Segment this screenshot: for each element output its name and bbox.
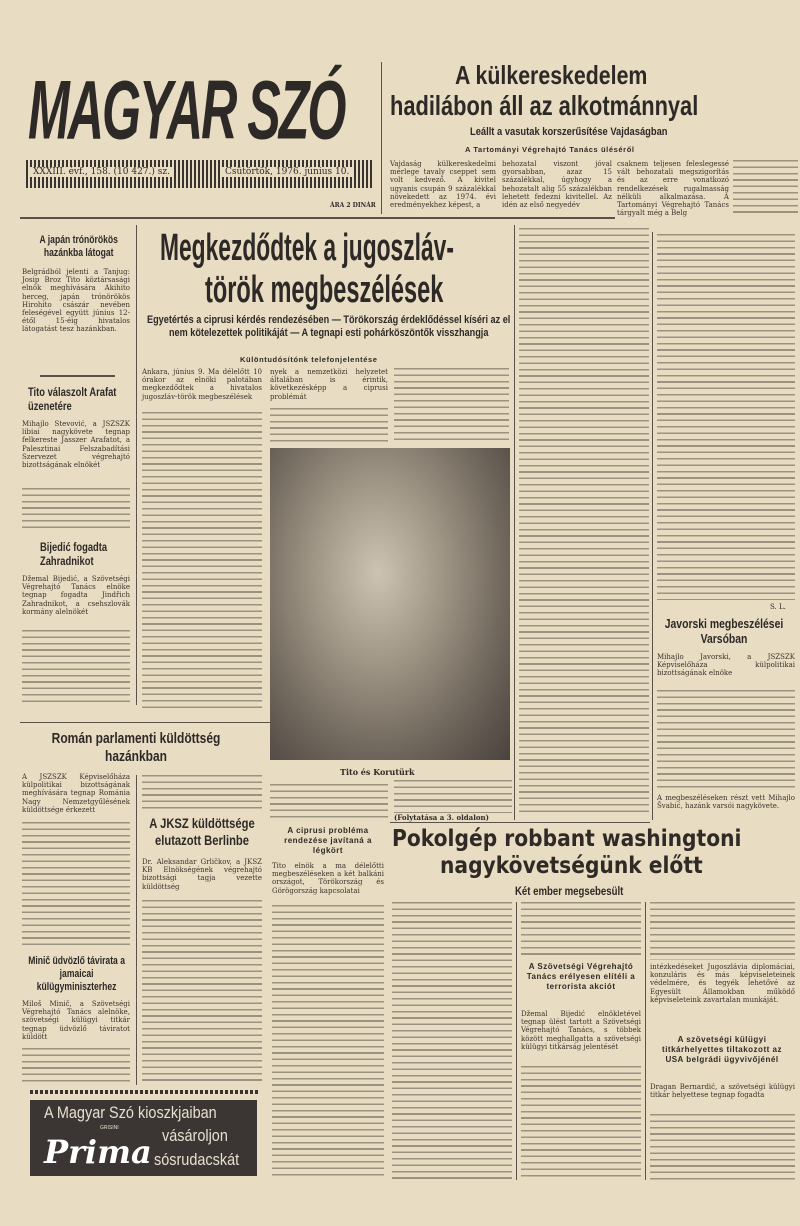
article-head-bijedic: Bijedić fogadta Zahradnikot (40, 540, 108, 568)
divider (20, 217, 615, 219)
bomb-subhead: Két ember megsebesült (515, 884, 624, 898)
divider (20, 722, 270, 723)
lead-kicker: A Tartományi Végrehajtó Tanács üléséről (465, 145, 635, 154)
article-body-japan: Belgrádból jelenti a Tanjug: Josip Broz Tito köztársasági elnök meghívására Akihito herceg, japán trónörökös Hirohito császár nevében feleségével együtt június 12-étől 15-éig hivatalos látogatást tesz hazánkban. (22, 268, 130, 334)
inset-headline: A ciprusi probléma rendezése javítaná a légkört (284, 826, 372, 855)
lead-body-col1: Vajdaság külkereskedelmi mérlege tavaly cseppet sem volt kedvező. A kivitel ugyanis csupán 9 százalékkal növekedett az 1974. évi eredményekhez képest, a (390, 160, 496, 210)
newspaper-logo: MAGYAR SZÓ (28, 63, 345, 158)
inset-body: Tito elnök a ma délelőtti megbeszéléseken a két balkáni országot, Törökország és Görögország kapcsolatai (272, 862, 384, 895)
ad-line-2: vásároljon (162, 1126, 228, 1145)
text-lines (22, 822, 130, 947)
text-lines (733, 160, 798, 214)
main-headline-2: török megbeszélések (205, 269, 444, 311)
text-lines (392, 902, 512, 1180)
text-lines (657, 690, 795, 790)
ad-line-3: sósrudacskát (154, 1150, 240, 1169)
box1-headline: A Szövetségi Végrehajtó Tanács erélyesen elítéli a terrorista akciót (526, 962, 636, 991)
article-head-minic: Minič üdvözlő távirata a jamaicai külügyminiszterhez (28, 955, 125, 993)
divider (514, 225, 515, 820)
box2-headline: A szövetségi külügyi titkárhelyettes tiltakozott az USA belgrádi ügyvivőjénél (662, 1035, 782, 1064)
article-head-javorski: Javorski megbeszélései Varsóban (664, 616, 784, 646)
article-head-japan: A japán trónörökös hazánkba látogat (39, 234, 118, 259)
main-body-col2: nyek a nemzetközi helyzetet általában is érintik, következésképp a ciprusi problémát (270, 368, 388, 401)
article-body-javorski: Mihajlo Javorski, a JSZSZK Képviselőháza külpolitikai bizottságának elnöke (657, 653, 795, 678)
photo-caption: Tito és Korutürk (340, 767, 415, 777)
divider (652, 232, 653, 820)
text-lines (521, 1066, 641, 1180)
text-lines (142, 412, 262, 712)
text-lines (394, 368, 509, 443)
continued-note: (Folytatása a 3. oldalon) (394, 813, 489, 822)
lead-body-col3: csaknem teljesen feleslegessé vált behozatali megszigorítás és az erre vonatkozó rendelkezések rugalmasság nélküli alkalmazása. A Tartományi Végrehajtó Tanács tárgyalt még a Belg (617, 160, 729, 218)
text-lines (142, 900, 262, 1083)
text-lines (519, 228, 649, 816)
text-lines (394, 780, 512, 813)
ad-brand-small: GRISINI (100, 1125, 119, 1131)
article-body-romania: A JSZSZK Képviselőháza külpolitikai bizottságának meghívására tegnap Románia Nagy Nemzetgyűlésének küldöttsége érkezett (22, 773, 130, 814)
main-headline-1: Megkezdődtek a jugoszláv- (160, 227, 454, 269)
lead-subhead: Leállt a vasutak korszerűsítése Vajdaságban (470, 126, 668, 138)
ad-line-1: A Magyar Szó kioszkjaiban (44, 1103, 217, 1122)
text-lines (650, 902, 795, 960)
lead-headline-2: hadilábon áll az alkotmánnyal (390, 90, 699, 121)
article-body-arafat: Mihajlo Stevović, a JSZSZK libiai nagykövete tegnap felkereste Jasszer Arafatot, a Palesztinai Felszabadítási Szervezet végrehajtó bizottságának elnökét (22, 420, 130, 470)
issue-date-bar (26, 160, 374, 188)
article-head-romania: Román parlamenti küldöttség hazánkban (51, 730, 221, 765)
article-head-arafat: Tito válaszolt Arafat üzenetére (28, 385, 117, 413)
text-lines (657, 234, 795, 600)
text-lines (22, 488, 130, 528)
article-body-bijedic: Džemal Bijedić, a Szövetségi Végrehajtó Tanács elnöke tegnap fogadta Jindřich Zahradnikot, a csehszlovák kormány alelnökét (22, 575, 130, 616)
javorski-end: A megbeszéléseken részt vett Mihajlo Švabić, hazánk varsói nagykövete. (657, 794, 795, 811)
divider (516, 902, 517, 1180)
lead-headline-1: A külkereskedelem (455, 60, 648, 90)
issue-date: Csütörtök, 1976. június 10. (222, 167, 352, 177)
text-lines (22, 630, 130, 705)
article-body-berlin: Dr. Aleksandar Grličkov, a JKSZ KB Elnökségének végrehajtó bizottsági tagja vezette küldöttség (142, 858, 262, 891)
divider (136, 775, 137, 1085)
text-lines (650, 1114, 795, 1180)
main-body-col1: Ankara, június 9. Ma délelőtt 10 órakor az elnöki palotában megkezdődtek a hivatalos jugoszláv-török megbeszélések (142, 368, 262, 401)
issue-number: XXXIII. évf., 158. (10 427.) sz. (30, 167, 173, 177)
main-byline: Különtudósítónk telefonjelentése (240, 355, 378, 364)
divider (390, 822, 650, 823)
photo-tito-koruturk (270, 448, 510, 760)
divider (645, 902, 646, 1180)
text-lines (142, 775, 262, 810)
divider (136, 225, 137, 705)
text-lines (270, 784, 388, 820)
bomb-headline-1: Pokolgép robbant washingtoni (392, 826, 742, 852)
article-head-berlin: A JKSZ küldöttsége elutazott Berlinbe (149, 815, 255, 848)
text-lines (272, 905, 384, 1180)
main-subhead: Egyetértés a ciprusi kérdés rendezésében — Törökország érdeklődéssel kíséri az el nem kötelezettek politikáját — A tegnapi esti pohárköszöntők visszhangja (146, 314, 511, 339)
divider (30, 1090, 260, 1094)
text-lines (270, 408, 388, 444)
bomb-col4-text: intézkedéseket Jugoszlávia diplomáciai, konzuláris és más képviseleteinek védelmére, és tegyék lehetővé az Egyesült Államokban működő képviseleteink zavartalan munkáját. (650, 963, 795, 1004)
box1-body: Džemal Bijedić elnökletével tegnap ülést tartott a Szövetségi Végrehajtó Tanács, s többek között meghallgatta a szövetségi külügyi titkárság jelentését (521, 1010, 641, 1051)
text-lines (521, 902, 641, 958)
signature: S. L. (770, 603, 786, 611)
bomb-headline-2: nagykövetségünk előtt (440, 853, 703, 879)
text-lines (22, 1048, 130, 1082)
price: ÁRA 2 DINÁR (330, 202, 376, 209)
ad-brand-logo: Prima (44, 1133, 152, 1171)
article-body-minic: Miloš Minič, a Szövetségi Végrehajtó Tanács alelnöke, szövetségi külügyi titkár tegnap üdvözlő táviratot küldött (22, 1000, 130, 1041)
lead-body-col2: behozatal viszont jóval gyorsabban, azaz 15 százalékkal, úgyhogy a behozatalt alig 55 százalékban lehetett fedezni kivitellel. Az idén az első negyedév (502, 160, 612, 210)
divider (381, 62, 382, 214)
box2-body: Dragan Bernardić, a szövetségi külügyi titkár helyettese tegnap fogadta (650, 1083, 795, 1100)
advertisement-prima (30, 1100, 257, 1176)
divider (40, 375, 115, 377)
